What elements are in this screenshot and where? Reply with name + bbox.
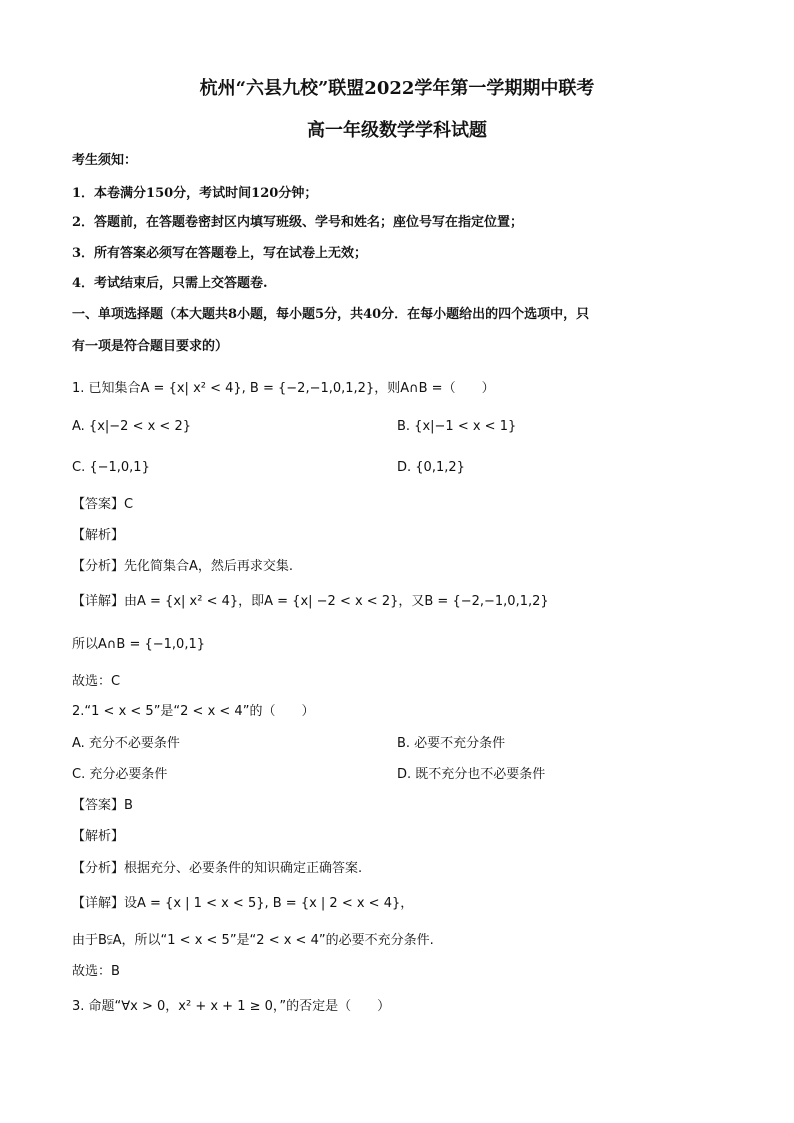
- q1-answer: 【答案】C: [72, 497, 134, 512]
- section-heading-line1: 一、单项选择题（本大题共8小题，每小题5分，共40分．在每小题给出的四个选项中，只: [72, 307, 590, 322]
- q1-analysis-label: 【解析】: [72, 528, 125, 543]
- q1-option-d: D. {0,1,2}: [397, 460, 465, 475]
- q2-detail: 【详解】设A = {x | 1 < x < 5}, B = {x | 2 < x < 4}，: [72, 896, 414, 911]
- q2-choose: 故选：B: [72, 964, 120, 979]
- q1-stem: 1. 已知集合A = {x| x² < 4}, B = {−2,−1,0,1,2}，则A∩B =（ ）: [72, 381, 495, 396]
- notice-heading: 考生须知：: [72, 153, 138, 168]
- q2-analysis-label: 【解析】: [72, 829, 125, 844]
- q1-option-b: B. {x|−1 < x < 1}: [397, 419, 517, 434]
- q2-option-c: C. 充分必要条件: [72, 767, 168, 782]
- notice-item-4: 4．考试结束后，只需上交答题卷.: [72, 276, 268, 291]
- section-heading-line2: 有一项是符合题目要求的）: [72, 339, 229, 354]
- notice-item-3: 3．所有答案必须写在答题卷上，写在试卷上无效；: [72, 246, 368, 261]
- exam-subtitle: 高一年级数学学科试题: [307, 120, 487, 141]
- q2-fenxi: 【分析】根据充分、必要条件的知识确定正确答案.: [72, 861, 363, 876]
- q1-detail: 【详解】由A = {x| x² < 4}，即A = {x| −2 < x < 2}，又B = {−2,−1,0,1,2}: [72, 594, 549, 609]
- q3-stem: 3. 命题“∀x > 0，x² + x + 1 ≥ 0，”的否定是（ ）: [72, 999, 391, 1014]
- q2-answer: 【答案】B: [72, 798, 133, 813]
- q2-option-d: D. 既不充分也不必要条件: [397, 767, 546, 782]
- q2-option-a: A. 充分不必要条件: [72, 736, 180, 751]
- q2-option-b: B. 必要不充分条件: [397, 736, 506, 751]
- exam-title: 杭州“六县九校”联盟2022学年第一学期期中联考: [199, 78, 595, 99]
- notice-item-2: 2．答题前，在答题卷密封区内填写班级、学号和姓名；座位号写在指定位置；: [72, 215, 524, 230]
- q2-line2: 由于B⫋A，所以“1 < x < 5”是“2 < x < 4”的必要不充分条件.: [72, 933, 434, 948]
- q2-stem: 2.“1 < x < 5”是“2 < x < 4”的（ ）: [72, 704, 315, 719]
- q1-option-a: A. {x|−2 < x < 2}: [72, 419, 191, 434]
- q1-fenxi: 【分析】先化简集合A，然后再求交集.: [72, 559, 294, 574]
- notice-item-1: 1．本卷满分150分，考试时间120分钟；: [72, 186, 318, 201]
- q1-line2: 所以A∩B = {−1,0,1}: [72, 637, 205, 652]
- q1-option-c: C. {−1,0,1}: [72, 460, 150, 475]
- q1-choose: 故选：C: [72, 674, 121, 689]
